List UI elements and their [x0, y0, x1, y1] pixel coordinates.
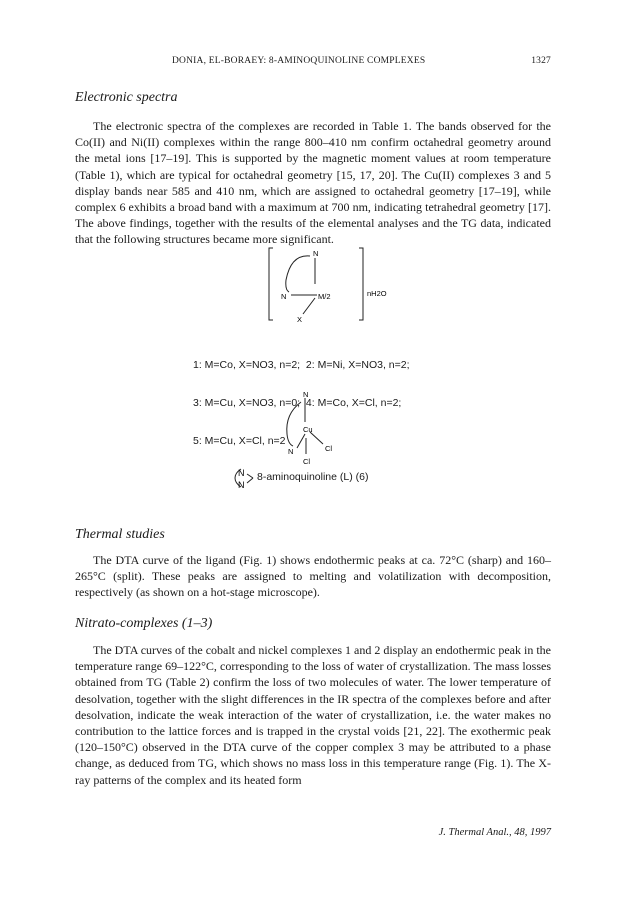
structure-1-diagram: [255, 240, 415, 326]
paragraph-electronic-spectra: The electronic spectra of the complexes are recorded in Table 1. The bands observed for the Co(II) and Ni(II) complexes within the range 800–410 nm confirm octahedral geometry around the metal ions [17–19]. This is supported by the magnetic moment values at room temperature (Table 1), which are typical for octahedral geometry [15, 17, 20]. The Cu(II) complexes 3 and 5 display bands near 585 and 410 nm, which are assigned to octahedral geometry [17–19], while complex 6 exhibits a broad band with a maximum at 700 nm, indicating tetrahedral geometry [17]. The above findings, together with the results of the elemental analyses and the TG data, indicated that the following structures became more significant.: [75, 119, 551, 247]
heading-nitrato-complexes: Nitrato-complexes (1–3): [75, 616, 213, 631]
struct1-atom-n-top: N: [313, 249, 319, 258]
struct1-line-2: 3: M=Cu, X=NO3, n=0; 4: M=Co, X=Cl, n=2;: [193, 396, 402, 409]
heading-electronic-spectra: Electronic spectra: [75, 90, 178, 105]
journal-footer: J. Thermal Anal., 48, 1997: [438, 827, 551, 838]
struct2-cl-bottom: Cl: [303, 457, 311, 466]
struct1-anion: X: [297, 315, 303, 324]
struct2-atom-n-left: N: [288, 447, 294, 456]
struct2-metal: Cu: [303, 425, 313, 434]
struct1-metal: M/2: [318, 292, 331, 301]
page-number: 1327: [531, 56, 551, 66]
paragraph-thermal-studies: The DTA curve of the ligand (Fig. 1) shows endothermic peaks at ca. 72°C (sharp) and 160–265°C (split). These peaks are assigned to melting and volatilization with decomposition, respectively (as shown on a hot-stage microscope).: [75, 553, 551, 600]
struct1-line-1: 1: M=Co, X=NO3, n=2; 2: M=Ni, X=NO3, n=2;: [193, 359, 410, 372]
ligand-symbol: [233, 465, 257, 491]
ligand-symbol-n-bottom: N: [238, 480, 245, 490]
struct2-cl-right: Cl: [325, 444, 333, 453]
paragraph-nitrato-complexes: The DTA curves of the cobalt and nickel complexes 1 and 2 display an endothermic peak in the temperature range 69–122°C, corresponding to the loss of water of crystallization. The mass losses obtained from TG (Table 2) confirm the loss of two molecules of water. The lower temperature of desolvation, together with the slight differences in the IR spectra of the complexes before and after desolvation, indicate the weak interaction of the water of crystallization, i.e. the water makes no contribution to the lattice forces and is trapped in the crystal voids [21, 22]. The exothermic peak (120–150°C) observed in the DTA curve of the copper complex 3 may be attributed to a phase change, as deduced from TG, which shows no mass loss in this temperature range (Fig. 1). The X-ray patterns of the complex and its heated form: [75, 643, 551, 787]
ligand-symbol-n-top: N: [238, 468, 245, 478]
struct2-atom-n-top: N: [303, 390, 309, 399]
struct1-water: nH2O: [367, 289, 387, 298]
running-head-title: DONIA, EL-BORAEY: 8-AMINOQUINOLINE COMPLEXES: [172, 56, 426, 66]
heading-thermal-studies: Thermal studies: [75, 527, 165, 542]
struct1-atom-n-left: N: [281, 292, 287, 301]
ligand-legend-text: 8-aminoquinoline (L) (6): [257, 471, 369, 483]
structure-2-diagram: [275, 388, 385, 468]
struct1-line-3: 5: M=Cu, X=Cl, n=2: [193, 434, 286, 447]
